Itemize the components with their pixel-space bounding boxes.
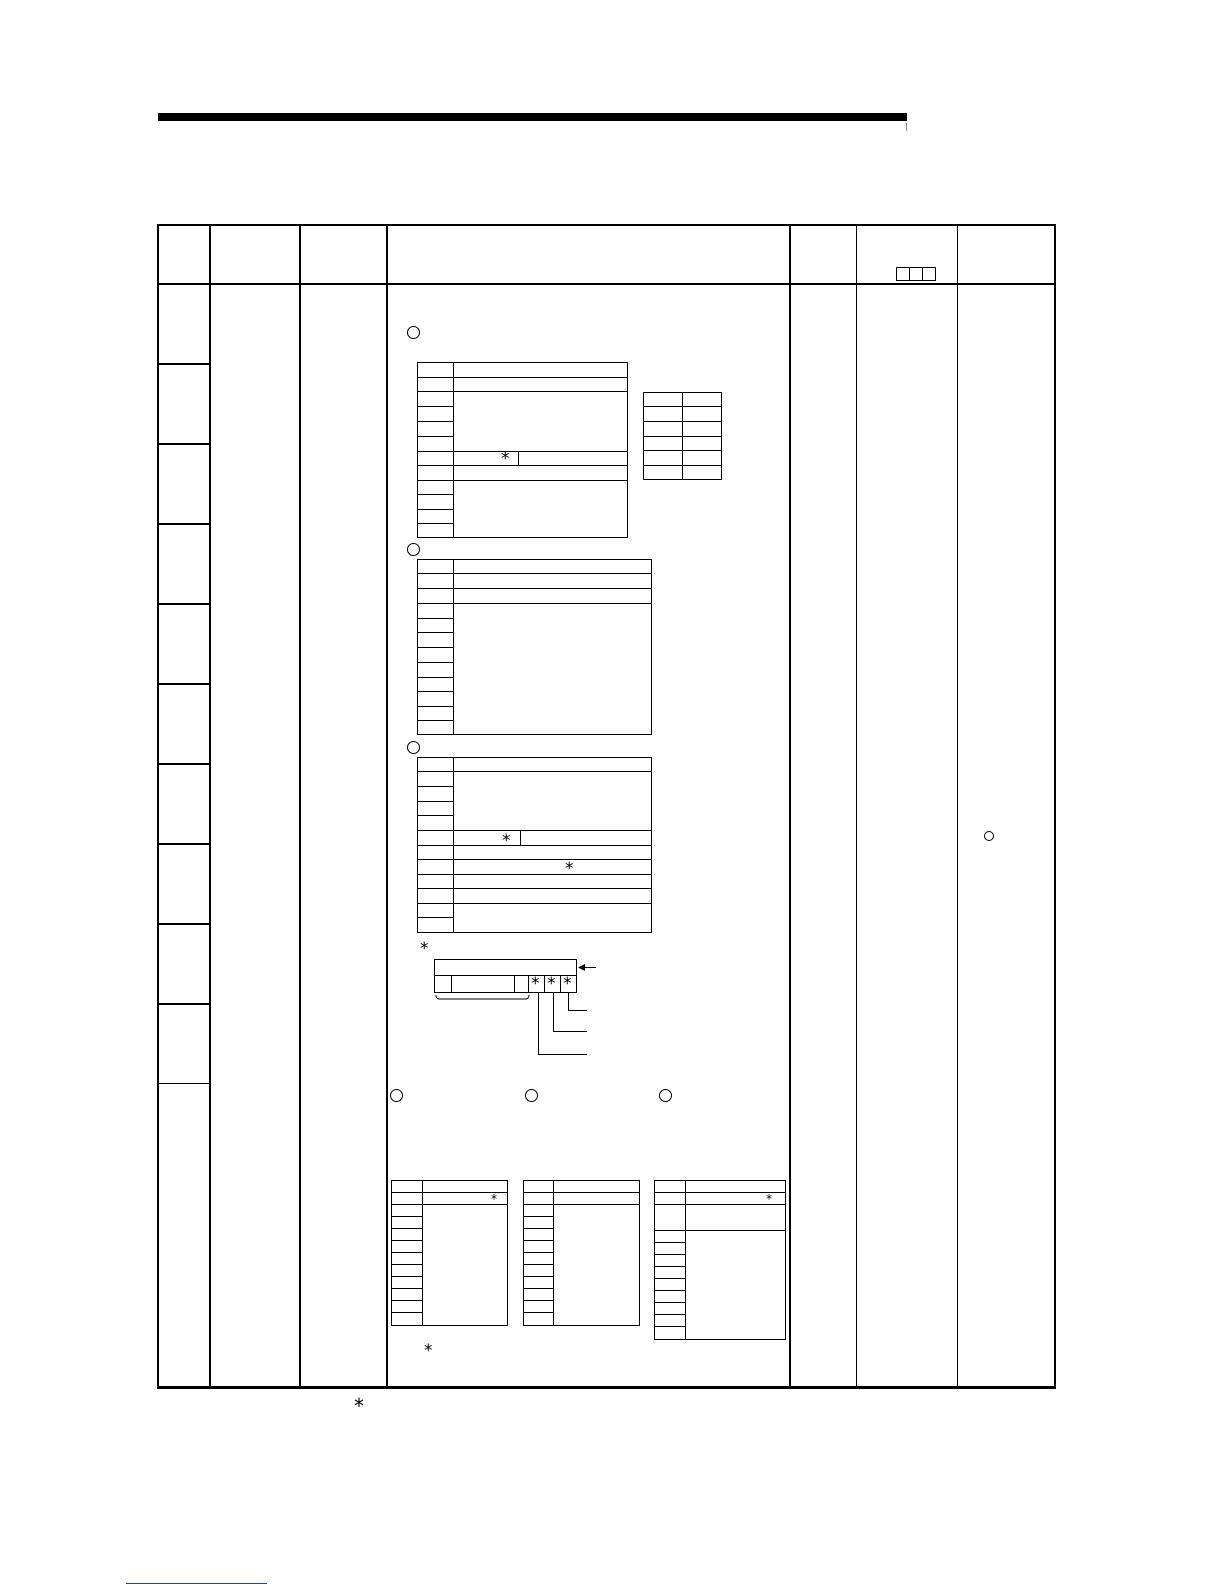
note-asterisk: * xyxy=(766,1192,772,1206)
bit-field-diagram xyxy=(435,960,597,1055)
bit-arrow-head xyxy=(578,964,585,971)
note-asterisk: * xyxy=(501,449,510,469)
note-asterisk: * xyxy=(491,1192,497,1206)
bit-asterisk: * xyxy=(547,974,556,994)
register-table-b xyxy=(417,559,652,735)
note-asterisk: * xyxy=(424,1341,433,1361)
register-table-a xyxy=(417,362,628,538)
bit-asterisk: * xyxy=(563,974,572,994)
footnote-asterisk: * xyxy=(354,1394,364,1418)
bottom-table-2 xyxy=(523,1180,640,1326)
register-table-c xyxy=(417,757,652,933)
footer-link[interactable] xyxy=(126,1572,267,1584)
note-asterisk: * xyxy=(420,939,429,959)
bit-asterisk: * xyxy=(531,974,540,994)
note-asterisk: * xyxy=(565,859,574,879)
note-asterisk: * xyxy=(502,831,511,851)
side-table xyxy=(643,392,722,480)
